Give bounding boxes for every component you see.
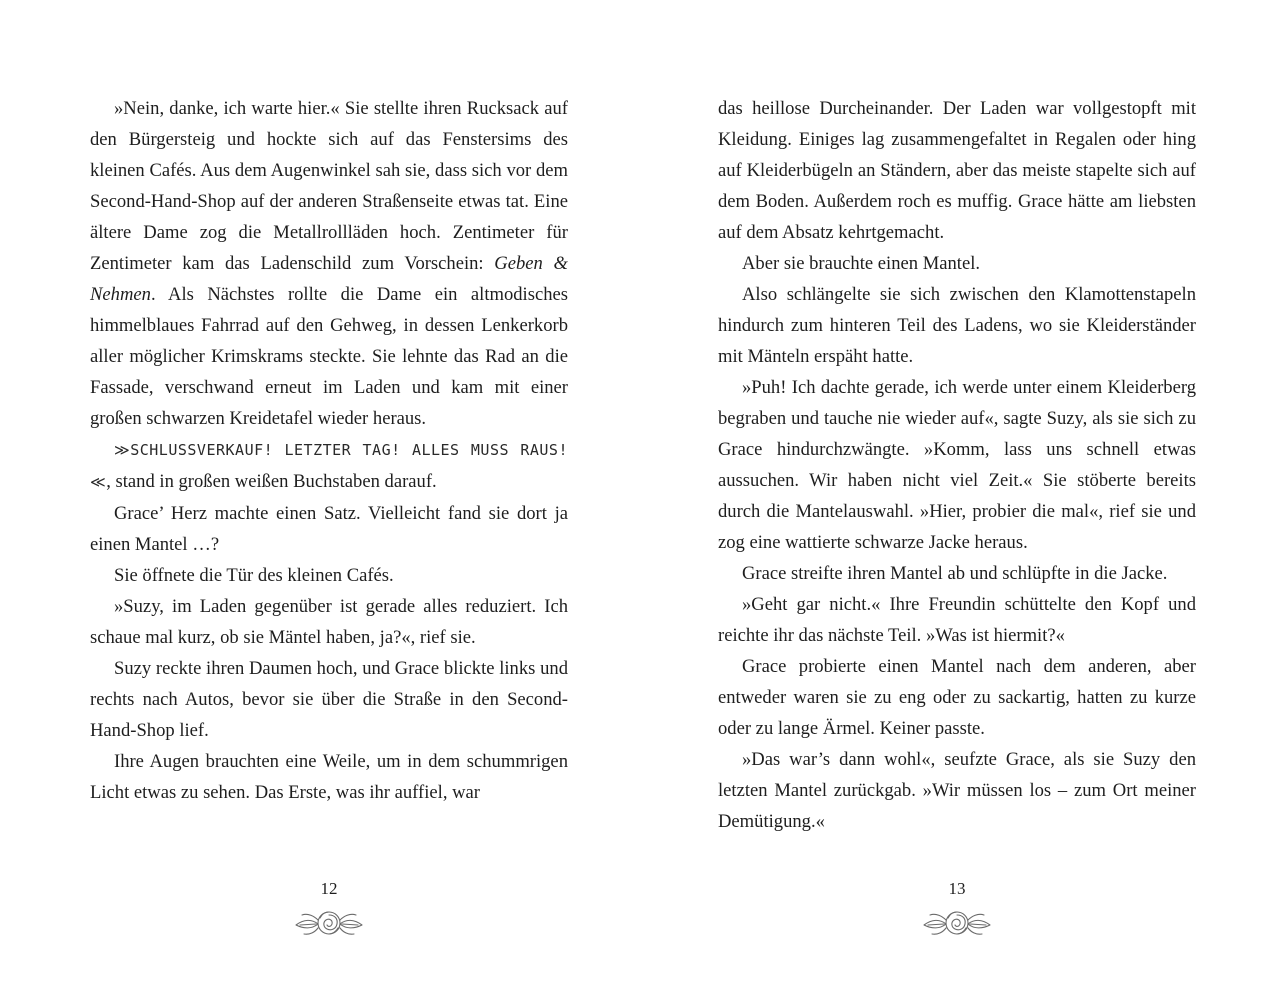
shop-name: Geben & Nehmen [90, 253, 568, 305]
paragraph: Grace streifte ihren Mantel ab und schlüpfte in die Jacke. [742, 563, 1168, 584]
paragraph: Also schlängelte sie sich zwischen den Klamottenstapeln hindurch zum hinteren Teil des Ladens, wo sie Kleiderständer mit Mänteln erspäht hatte. [718, 284, 1196, 367]
paragraph: Grace probierte einen Mantel nach dem anderen, aber entweder waren sie zu eng oder zu sackartig, hatten zu kurze oder zu lange Ärmel. Keiner passte. [718, 656, 1196, 739]
paragraph: Ihre Augen brauchten eine Weile, um in dem schummrigen Licht etwas zu sehen. Das Erste, was ihr auffiel, war [90, 751, 568, 803]
paragraph: »Nein, danke, ich warte hier.« Sie stellte ihren Rucksack auf den Bürgersteig und hockte sich auf das Fenstersims des kleinen Cafés. Aus dem Augenwinkel sah sie, dass sich vor dem Second-Hand-Shop auf der anderen Straßenseite etwas tat. Eine ältere Dame zog die Metallrollläden hoch. Zentimeter für Zentimeter kam das Ladenschild zum Vorschein: Geben & Nehmen. Als Nächstes rollte die Dame ein altmodisches himmelblaues Fahrrad auf den Gehweg, in dessen Lenkerkorb aller möglicher Krimskrams steckte. Sie lehnte das Rad an die Fassade, verschwand erneut im Laden und kam mit einer großen schwarzen Kreidetafel wieder heraus. [90, 98, 568, 429]
rose-ornament-icon [922, 905, 992, 939]
paragraph: Sie öffnete die Tür des kleinen Cafés. [114, 565, 394, 586]
page-number: 13 [948, 879, 966, 898]
paragraph: »Puh! Ich dachte gerade, ich werde unter einem Kleiderberg begraben und tauche nie wieder auf«, sagte Suzy, als sie sich zu Grace hindurchzwängte. »Komm, lass uns schnell etwas aussuchen. Wir haben nicht viel Zeit.« Sie stöberte bereits durch die Mantelauswahl. »Hier, probier die mal«, rief sie und zog eine wattierte schwarze Jacke heraus. [718, 377, 1196, 553]
paragraph: »Suzy, im Laden gegenüber ist gerade alles reduziert. Ich schaue mal kurz, ob sie Mäntel haben, ja?«, rief sie. [90, 596, 568, 648]
left-page-text [90, 93, 568, 808]
chalkboard-sign-text: ≫SCHLUSSVERKAUF! LETZTER TAG! ALLES MUSS RAUS!≪ [90, 441, 568, 491]
paragraph: »Geht gar nicht.« Ihre Freundin schüttelte den Kopf und reichte ihr das nächste Teil. »Was ist hiermit?« [718, 594, 1196, 646]
page-number: 12 [320, 879, 338, 898]
paragraph: Aber sie brauchte einen Mantel. [742, 253, 981, 274]
right-page [642, 0, 1285, 1000]
paragraph: »Das war’s dann wohl«, seufzte Grace, als sie Suzy den letzten Mantel zurückgab. »Wir müssen los – zum Ort meiner Demütigung.« [718, 749, 1196, 832]
paragraph: ≫SCHLUSSVERKAUF! LETZTER TAG! ALLES MUSS RAUS!≪, stand in großen weißen Buchstaben darauf. [90, 441, 568, 492]
paragraph: Grace’ Herz machte einen Satz. Vielleicht fand sie dort ja einen Mantel …? [90, 503, 568, 555]
paragraph: das heillose Durcheinander. Der Laden war vollgestopft mit Kleidung. Einiges lag zusammengefaltet in Regalen oder hing auf Kleiderbügeln an Ständern, aber das meiste stapelte sich auf dem Boden. Außerdem roch es muffig. Grace hätte am liebsten auf dem Absatz kehrtgemacht. [718, 98, 1196, 243]
paragraph: Suzy reckte ihren Daumen hoch, und Grace blickte links und rechts nach Autos, bevor sie über die Straße in den Second-Hand-Shop lief. [90, 658, 568, 741]
right-page-text [718, 93, 1196, 837]
left-page [0, 0, 642, 1000]
rose-ornament-icon [294, 905, 364, 939]
